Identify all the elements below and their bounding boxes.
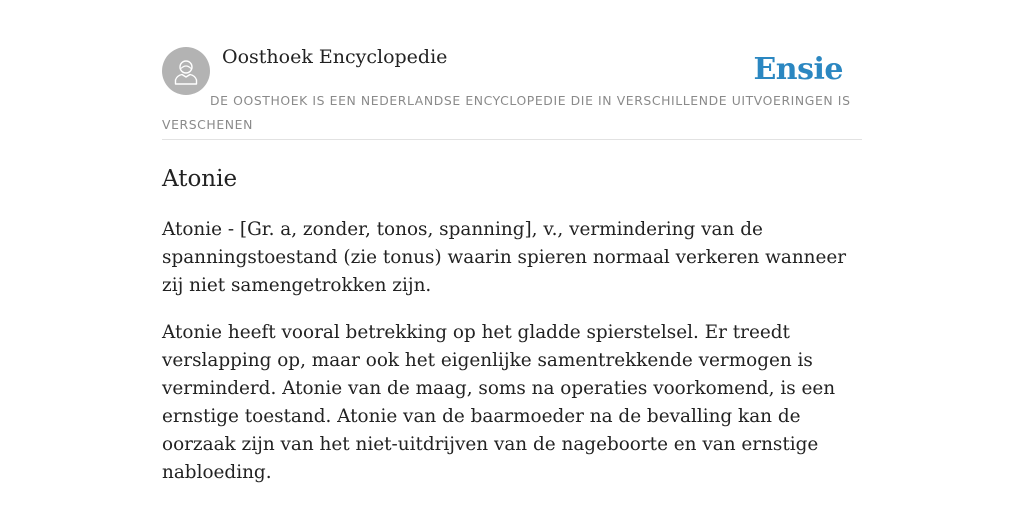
- article-paragraph: Atonie heeft vooral betrekking op het gladde spierstelsel. Er treedt verslapping op, maar ook het eigenlijke samentrekkende vermogen is verminderd. Atonie van de maag, soms na operaties voorkomend, is een ernstige toestand. Atonie van de baarmoeder na de bevalling kan de oorzaak zijn van het niet-uitdrijven van de nageboorte en van ernstige nabloeding.: [162, 322, 836, 483]
- avatar[interactable]: [162, 47, 210, 95]
- source-description: DE OOSTHOEK IS EEN NEDERLANDSE ENCYCLOPEDIE DIE IN VERSCHILLENDE UITVOERINGEN IS VERSCHENEN: [162, 93, 851, 132]
- article-body: [162, 216, 862, 506]
- article-title: Atonie: [162, 166, 238, 192]
- source-name-link[interactable]: Oosthoek Encyclopedie: [222, 46, 448, 68]
- user-avatar-icon: [171, 56, 201, 86]
- source-header: [162, 0, 862, 140]
- article-paragraph: Atonie - [Gr. a, zonder, tonos, spanning], v., vermindering van de spanningstoestand (zie tonus) waarin spieren normaal verkeren wanneer zij niet samengetrokken zijn.: [162, 219, 847, 296]
- page-container: [162, 0, 862, 483]
- ensie-logo[interactable]: Ensie: [753, 52, 843, 87]
